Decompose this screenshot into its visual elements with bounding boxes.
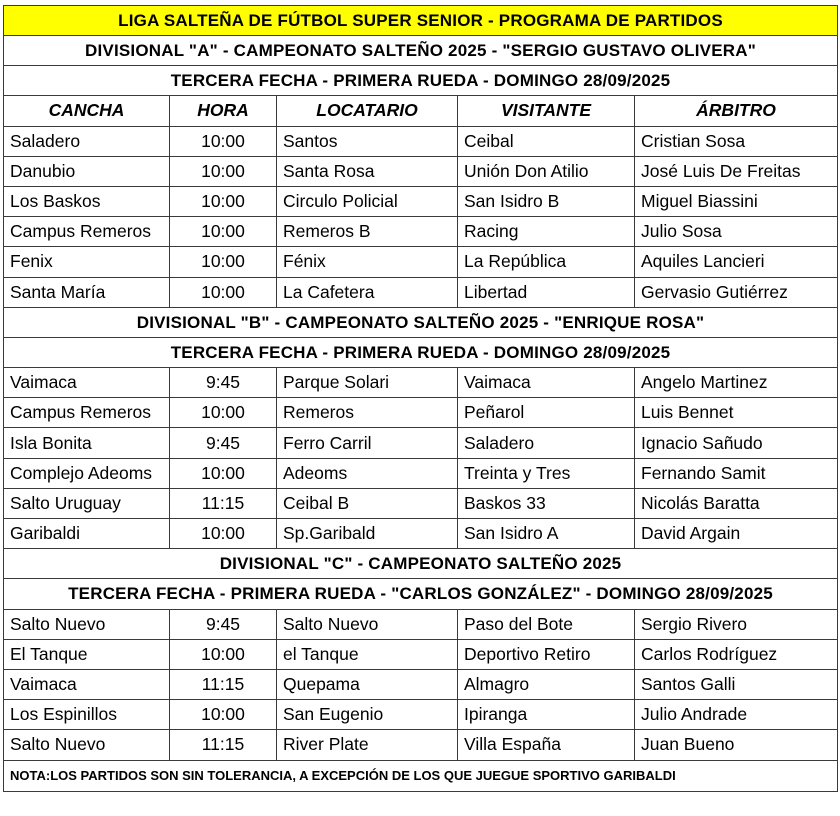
cell-locatario: River Plate — [277, 730, 458, 760]
cell-cancha: Campus Remeros — [4, 217, 170, 247]
cell-arbitro: Gervasio Gutiérrez — [635, 277, 838, 307]
division-heading: DIVISIONAL "B" - CAMPEONATO SALTEÑO 2025 - "ENRIQUE ROSA" — [4, 307, 838, 337]
cell-cancha: Danubio — [4, 156, 170, 186]
cell-locatario: Remeros B — [277, 217, 458, 247]
date-line: TERCERA FECHA - PRIMERA RUEDA - "CARLOS GONZÁLEZ" - DOMINGO 28/09/2025 — [4, 579, 838, 609]
cell-cancha: Salto Uruguay — [4, 488, 170, 518]
match-row — [4, 639, 838, 669]
division-heading-row — [4, 549, 838, 579]
cell-arbitro: Angelo Martinez — [635, 368, 838, 398]
date-line-row — [4, 337, 838, 367]
cell-hora: 11:15 — [170, 669, 277, 699]
match-row — [4, 519, 838, 549]
schedule-table — [3, 5, 838, 792]
cell-arbitro: Julio Sosa — [635, 217, 838, 247]
cell-arbitro: Carlos Rodríguez — [635, 639, 838, 669]
cell-locatario: Fénix — [277, 247, 458, 277]
cell-locatario: Remeros — [277, 398, 458, 428]
cell-cancha: Campus Remeros — [4, 398, 170, 428]
cell-cancha: Los Baskos — [4, 186, 170, 216]
match-row — [4, 488, 838, 518]
cell-visitante: San Isidro A — [458, 519, 635, 549]
cell-arbitro: Julio Andrade — [635, 700, 838, 730]
match-row — [4, 368, 838, 398]
cell-visitante: Vaimaca — [458, 368, 635, 398]
cell-arbitro: Cristian Sosa — [635, 126, 838, 156]
page-title: LIGA SALTEÑA DE FÚTBOL SUPER SENIOR - PROGRAMA DE PARTIDOS — [4, 6, 838, 36]
column-header-row — [4, 96, 838, 126]
match-row — [4, 156, 838, 186]
cell-arbitro: Aquiles Lancieri — [635, 247, 838, 277]
division-heading: DIVISIONAL "C" - CAMPEONATO SALTEÑO 2025 — [4, 549, 838, 579]
cell-hora: 9:45 — [170, 609, 277, 639]
cell-hora: 10:00 — [170, 247, 277, 277]
match-row — [4, 217, 838, 247]
cell-visitante: Paso del Bote — [458, 609, 635, 639]
cell-arbitro: Juan Bueno — [635, 730, 838, 760]
cell-hora: 11:15 — [170, 488, 277, 518]
match-row — [4, 126, 838, 156]
cell-locatario: Ferro Carril — [277, 428, 458, 458]
cell-visitante: Almagro — [458, 669, 635, 699]
date-line: TERCERA FECHA - PRIMERA RUEDA - DOMINGO 28/09/2025 — [4, 337, 838, 367]
cell-hora: 10:00 — [170, 277, 277, 307]
match-row — [4, 428, 838, 458]
cell-cancha: Garibaldi — [4, 519, 170, 549]
cell-cancha: Santa María — [4, 277, 170, 307]
match-row — [4, 700, 838, 730]
cell-cancha: Saladero — [4, 126, 170, 156]
cell-visitante: Ceibal — [458, 126, 635, 156]
match-row — [4, 669, 838, 699]
cell-locatario: La Cafetera — [277, 277, 458, 307]
cell-cancha: Vaimaca — [4, 669, 170, 699]
cell-arbitro: Sergio Rivero — [635, 609, 838, 639]
cell-arbitro: David Argain — [635, 519, 838, 549]
cell-arbitro: Fernando Samit — [635, 458, 838, 488]
match-row — [4, 609, 838, 639]
cell-hora: 10:00 — [170, 186, 277, 216]
cell-hora: 10:00 — [170, 639, 277, 669]
cell-locatario: Circulo Policial — [277, 186, 458, 216]
cell-cancha: Isla Bonita — [4, 428, 170, 458]
cell-visitante: La República — [458, 247, 635, 277]
cell-visitante: Ipiranga — [458, 700, 635, 730]
cell-cancha: Fenix — [4, 247, 170, 277]
cell-cancha: Complejo Adeoms — [4, 458, 170, 488]
cell-visitante: Libertad — [458, 277, 635, 307]
cell-hora: 10:00 — [170, 156, 277, 186]
cell-visitante: Peñarol — [458, 398, 635, 428]
match-row — [4, 398, 838, 428]
match-row — [4, 730, 838, 760]
match-row — [4, 458, 838, 488]
match-row — [4, 186, 838, 216]
column-header-visitante: VISITANTE — [458, 96, 635, 126]
cell-locatario: Santos — [277, 126, 458, 156]
cell-locatario: Santa Rosa — [277, 156, 458, 186]
match-row — [4, 277, 838, 307]
date-line: TERCERA FECHA - PRIMERA RUEDA - DOMINGO 28/09/2025 — [4, 66, 838, 96]
note-row — [4, 760, 838, 791]
cell-hora: 10:00 — [170, 519, 277, 549]
cell-visitante: Saladero — [458, 428, 635, 458]
cell-hora: 9:45 — [170, 368, 277, 398]
division-heading-row — [4, 36, 838, 66]
cell-visitante: Treinta y Tres — [458, 458, 635, 488]
title-row — [4, 6, 838, 36]
match-row — [4, 247, 838, 277]
cell-locatario: el Tanque — [277, 639, 458, 669]
cell-cancha: Los Espinillos — [4, 700, 170, 730]
date-line-row — [4, 66, 838, 96]
cell-visitante: Villa España — [458, 730, 635, 760]
cell-arbitro: Santos Galli — [635, 669, 838, 699]
cell-cancha: El Tanque — [4, 639, 170, 669]
cell-locatario: Adeoms — [277, 458, 458, 488]
cell-locatario: Sp.Garibald — [277, 519, 458, 549]
division-heading: DIVISIONAL "A" - CAMPEONATO SALTEÑO 2025 - "SERGIO GUSTAVO OLIVERA" — [4, 36, 838, 66]
cell-hora: 11:15 — [170, 730, 277, 760]
cell-arbitro: Miguel Biassini — [635, 186, 838, 216]
cell-visitante: Unión Don Atilio — [458, 156, 635, 186]
column-header-hora: HORA — [170, 96, 277, 126]
cell-hora: 9:45 — [170, 428, 277, 458]
cell-locatario: Parque Solari — [277, 368, 458, 398]
cell-locatario: San Eugenio — [277, 700, 458, 730]
division-heading-row — [4, 307, 838, 337]
cell-hora: 10:00 — [170, 700, 277, 730]
cell-hora: 10:00 — [170, 217, 277, 247]
date-line-row — [4, 579, 838, 609]
cell-cancha: Salto Nuevo — [4, 609, 170, 639]
column-header-cancha: CANCHA — [4, 96, 170, 126]
column-header-arbitro: ÁRBITRO — [635, 96, 838, 126]
footnote: NOTA:LOS PARTIDOS SON SIN TOLERANCIA, A EXCEPCIÓN DE LOS QUE JUEGUE SPORTIVO GARIBALDI — [4, 760, 838, 791]
cell-visitante: Racing — [458, 217, 635, 247]
cell-hora: 10:00 — [170, 458, 277, 488]
cell-hora: 10:00 — [170, 126, 277, 156]
cell-hora: 10:00 — [170, 398, 277, 428]
cell-visitante: Deportivo Retiro — [458, 639, 635, 669]
cell-arbitro: Ignacio Sañudo — [635, 428, 838, 458]
cell-arbitro: José Luis De Freitas — [635, 156, 838, 186]
column-header-locatario: LOCATARIO — [277, 96, 458, 126]
cell-visitante: Baskos 33 — [458, 488, 635, 518]
match-schedule-sheet — [3, 5, 837, 813]
cell-visitante: San Isidro B — [458, 186, 635, 216]
cell-arbitro: Nicolás Baratta — [635, 488, 838, 518]
cell-locatario: Quepama — [277, 669, 458, 699]
cell-locatario: Ceibal B — [277, 488, 458, 518]
cell-locatario: Salto Nuevo — [277, 609, 458, 639]
cell-cancha: Salto Nuevo — [4, 730, 170, 760]
cell-arbitro: Luis Bennet — [635, 398, 838, 428]
cell-cancha: Vaimaca — [4, 368, 170, 398]
